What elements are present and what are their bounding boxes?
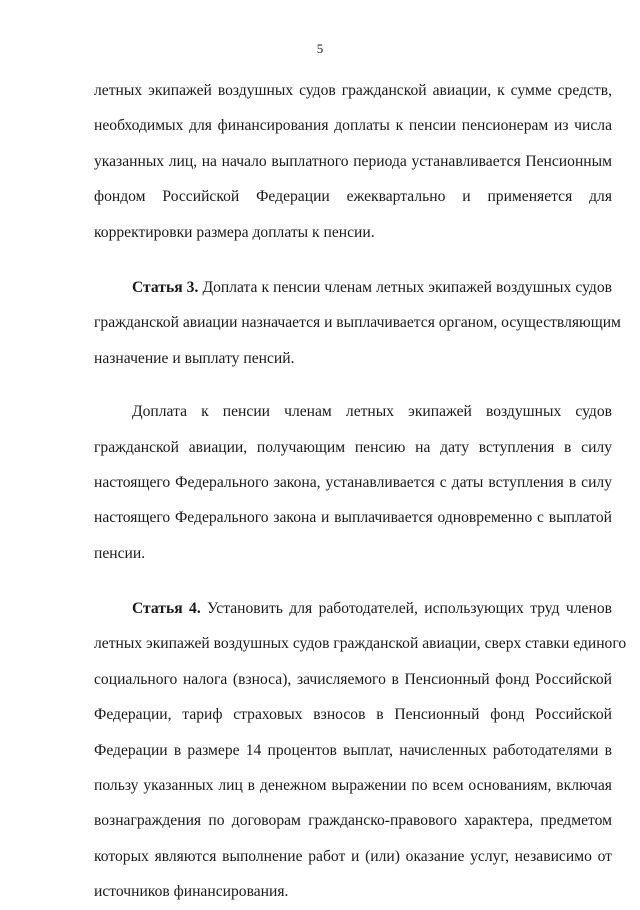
text-line: летных экипажей воздушных судов гражданской авиации, сверх ставки единого <box>94 635 627 653</box>
text-line: гражданской авиации назначается и выплачивается органом, осуществляющим <box>94 314 621 332</box>
page-number: 5 <box>316 41 324 56</box>
paragraph-continuation <box>94 73 612 250</box>
article-first-line <box>94 270 612 305</box>
article-text: Доплата к пенсии членам летных экипажей воздушных судов <box>202 278 612 296</box>
text-line: пользу указанных лиц в денежном выражении по всем основаниям, включая <box>94 777 612 795</box>
paragraph-pension-supplement <box>94 394 612 571</box>
text-line: Федерации в размере 14 процентов выплат, начисленных работодателями в <box>94 741 612 759</box>
text-line: источников финансирования. <box>94 883 289 901</box>
paragraph-gap <box>94 250 612 270</box>
text-line: назначение и выплату пенсий. <box>94 349 295 367</box>
text-line: корректировки размера доплаты к пенсии. <box>94 223 375 241</box>
text-line: социального налога (взноса), зачисляемого в Пенсионный фонд Российской <box>94 670 612 688</box>
text-line: настоящего Федерального закона, устанавливается с даты вступления в силу <box>94 473 612 491</box>
text-line: Доплата к пенсии членам летных экипажей воздушных судов <box>132 403 612 421</box>
text-line: вознаграждения по договорам гражданско-правового характера, предметом <box>94 812 612 830</box>
article-heading: Статья 4. <box>132 600 201 618</box>
paragraph-gap <box>94 376 612 394</box>
text-line: Федерации, тариф страховых взносов в Пенсионный фонд Российской <box>94 706 612 724</box>
paragraph-gap <box>94 571 612 591</box>
article-first-line <box>94 591 612 626</box>
text-line: необходимых для финансирования доплаты к пенсии пенсионерам из числа <box>94 117 612 135</box>
text-line: которых являются выполнение работ и (или) оказание услуг, независимо от <box>94 847 612 865</box>
article-3 <box>94 270 621 376</box>
document-body <box>94 73 627 910</box>
article-4 <box>94 591 627 910</box>
text-line: гражданской авиации, получающим пенсию на дату вступления в силу <box>94 438 612 456</box>
text-line: летных экипажей воздушных судов гражданской авиации, к сумме средств, <box>94 82 612 99</box>
text-line: указанных лиц, на начало выплатного периода устанавливается Пенсионным <box>94 152 612 170</box>
text-line: настоящего Федерального закона и выплачивается одновременно с выплатой <box>94 509 612 527</box>
text-line: пенсии. <box>94 544 146 562</box>
text-line: фондом Российской Федерации ежеквартально и применяется для <box>94 188 612 206</box>
article-text: Установить для работодателей, использующих труд членов <box>207 600 612 618</box>
article-heading: Статья 3. <box>132 278 199 296</box>
